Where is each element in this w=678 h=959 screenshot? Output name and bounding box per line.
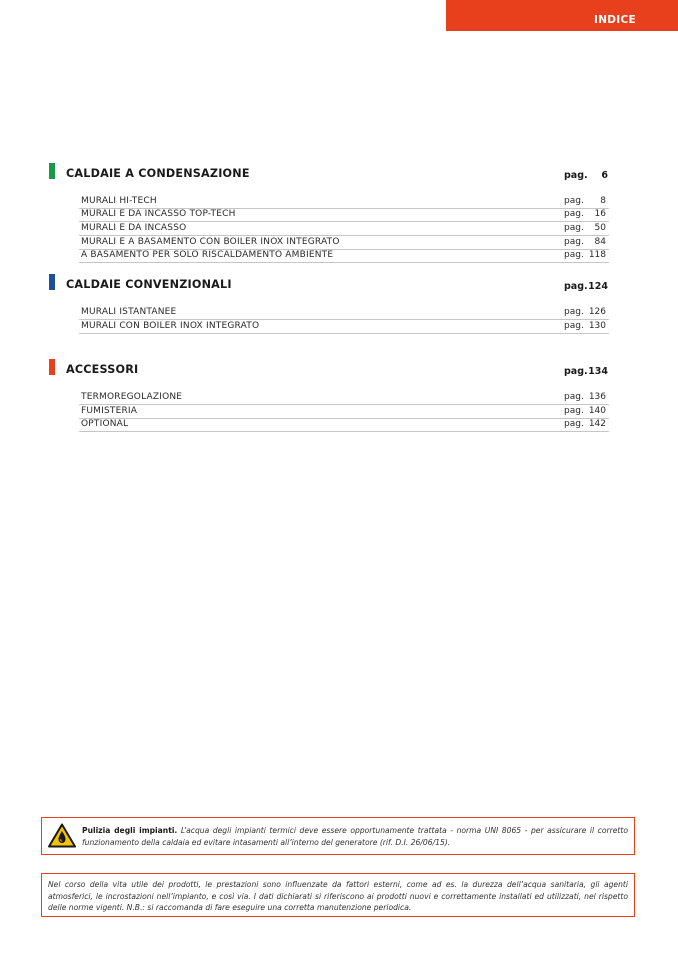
page-number: 16 xyxy=(594,209,606,219)
index-tab-label: INDICE xyxy=(594,14,636,26)
warning-triangle-icon xyxy=(48,823,76,848)
cleaning-notice-title: Pulizia degli impianti. xyxy=(82,826,178,835)
section-marker xyxy=(49,359,55,375)
section-title: ACCESSORI xyxy=(66,363,139,376)
cleaning-notice-body: L’acqua degli impianti termici deve essere opportunamente trattata - norma UNI 8065 - per assicurare il corretto funzionamento della caldaia ed evitare intasamenti all’interno del generatore (rif. D.I. 26/06/15). xyxy=(82,826,628,847)
page-number: 140 xyxy=(588,406,606,416)
pag-label: pag. xyxy=(564,366,588,377)
toc-item-page-ref: pag. 50 xyxy=(564,223,606,233)
section-marker xyxy=(49,163,55,179)
toc-item-page-ref: pag. 118 xyxy=(564,250,606,260)
toc-item-page-ref: pag. 140 xyxy=(564,406,606,416)
toc-item-label: MURALI E A BASAMENTO CON BOILER INOX INTEGRATO xyxy=(81,237,340,247)
toc-item-label: FUMISTERIA xyxy=(81,406,138,416)
page-number: 130 xyxy=(588,321,606,331)
page-number: 8 xyxy=(600,196,606,206)
page-number: 134 xyxy=(588,366,608,377)
toc-item[interactable] xyxy=(79,391,609,405)
toc-item[interactable] xyxy=(79,418,609,432)
toc-item-label: MURALI CON BOILER INOX INTEGRATO xyxy=(81,321,260,331)
section-marker xyxy=(49,274,55,290)
index-tab xyxy=(446,0,678,31)
section-title: CALDAIE A CONDENSAZIONE xyxy=(66,167,250,180)
toc-item-page-ref: pag. 130 xyxy=(564,321,606,331)
pag-label: pag. xyxy=(564,170,588,181)
toc-item-label: A BASAMENTO PER SOLO RISCALDAMENTO AMBIENTE xyxy=(81,250,334,260)
page-number: 126 xyxy=(588,307,606,317)
pag-label: pag. xyxy=(564,281,588,292)
toc-item-page-ref: pag. 84 xyxy=(564,237,606,247)
toc-item-page-ref: pag. 126 xyxy=(564,307,606,317)
toc-item-page-ref: pag. 16 xyxy=(564,209,606,219)
performance-notice-text: Nel corso della vita utile dei prodotti, le prestazioni sono influenzate da fattori esterni, come ad es. la durezza dell’acqua sanitaria, gli agenti atmosferici, le incrostazioni nell’impianto, e così via. I dati dichiarati si riferiscono ai prodotti nuovi e correttamente installati ed utilizzati, nel rispetto delle norme vigenti. N.B.: si raccomanda di fare eseguire una corretta manutenzione periodica. xyxy=(48,880,628,912)
toc-item-page-ref: pag. 142 xyxy=(564,419,606,429)
page-number: 136 xyxy=(588,392,606,402)
toc-item[interactable] xyxy=(79,249,609,263)
toc-item-label: MURALI E DA INCASSO xyxy=(81,223,187,233)
toc-item-label: OPTIONAL xyxy=(81,419,129,429)
page-number: 118 xyxy=(588,250,606,260)
toc-item[interactable] xyxy=(79,405,609,419)
toc-item[interactable] xyxy=(79,306,609,320)
toc-item-page-ref: pag. 8 xyxy=(564,196,606,206)
toc-item[interactable] xyxy=(79,320,609,334)
section-page-ref[interactable] xyxy=(564,170,608,181)
cleaning-notice-box xyxy=(41,817,635,855)
toc-item-label: MURALI HI-TECH xyxy=(81,196,157,206)
performance-notice-box xyxy=(41,873,635,917)
toc-item-label: MURALI E DA INCASSO TOP-TECH xyxy=(81,209,236,219)
section-title: CALDAIE CONVENZIONALI xyxy=(66,278,232,291)
section-page-ref[interactable] xyxy=(564,281,608,292)
page-number: 6 xyxy=(601,170,608,181)
toc-item[interactable] xyxy=(79,208,609,222)
page-number: 84 xyxy=(594,237,606,247)
page-number: 124 xyxy=(588,281,608,292)
page-number: 142 xyxy=(588,419,606,429)
page-number: 50 xyxy=(594,223,606,233)
cleaning-notice-text xyxy=(82,825,628,848)
section-page-ref[interactable] xyxy=(564,366,608,377)
toc-item-page-ref: pag. 136 xyxy=(564,392,606,402)
toc-item[interactable] xyxy=(79,222,609,236)
toc-item-label: MURALI ISTANTANEE xyxy=(81,307,177,317)
toc-item[interactable] xyxy=(79,195,609,209)
toc-item[interactable] xyxy=(79,236,609,250)
toc-item-label: TERMOREGOLAZIONE xyxy=(81,392,183,402)
